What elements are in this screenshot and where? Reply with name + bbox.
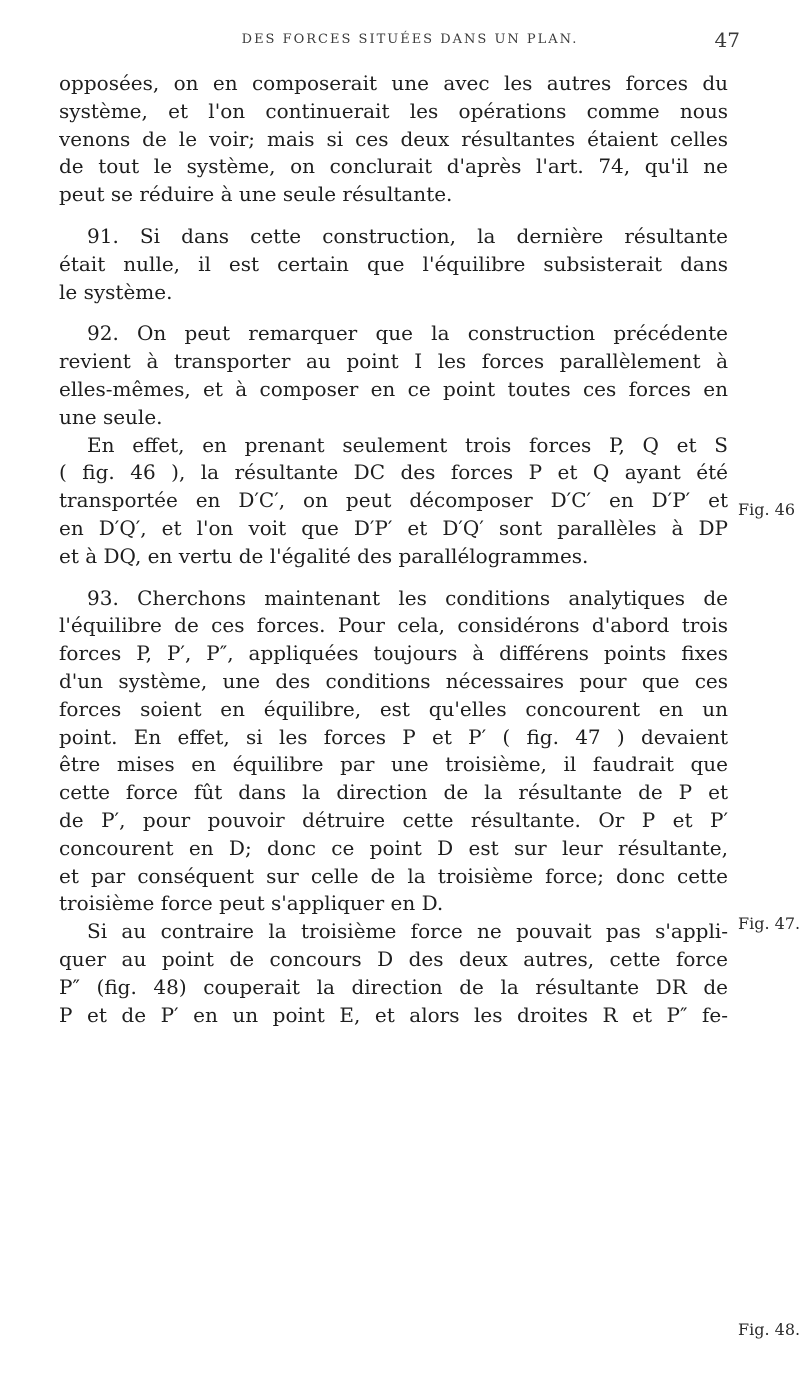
article-93-line: 93. Cherchons maintenant les conditions analytiques de [87, 585, 728, 610]
text-line: système, et l'on continuerait les opérations comme nous [59, 98, 728, 123]
text-line: ( fig. 46 ), la résultante DC des forces P et Q ayant été [59, 460, 728, 485]
text-line: Si au contraire la troisième force ne pouvait pas s'appli- [87, 919, 728, 944]
text-line: le système. [59, 279, 173, 304]
text-line: elles-mêmes, et à composer en ce point toutes ces forces en [59, 376, 728, 401]
text-line: être mises en équilibre par une troisième, il faudrait que [59, 752, 728, 777]
text-line: forces soient en équilibre, est qu'elles concourent en un [59, 696, 728, 721]
text-line: point. En effet, si les forces P et P′ ( fig. 47 ) devaient [59, 724, 728, 749]
text-line: forces P, P′, P″, appliquées toujours à différens points fixes [59, 641, 728, 666]
text-line: cette force fût dans la direction de la résultante de P et [59, 780, 728, 805]
text-line: en D′Q′, et l'on voit que D′P′ et D′Q′ sont parallèles à DP [59, 515, 728, 540]
text-line: de tout le système, on conclurait d'après l'art. 74, qu'il ne [59, 154, 728, 179]
text-line: concourent en D; donc ce point D est sur leur résultante, [59, 835, 728, 860]
text-line: transportée en D′C′, on peut décomposer D′C′ en D′P′ et [59, 488, 728, 513]
text-line: et par conséquent sur celle de la troisième force; donc cette [59, 863, 728, 888]
text-line: En effet, en prenant seulement trois forces P, Q et S [87, 432, 728, 457]
text-line: était nulle, il est certain que l'équilibre subsisterait dans [59, 251, 728, 276]
page-number: 47 [714, 28, 740, 52]
margin-note-fig-47: Fig. 47. [738, 914, 800, 933]
article-91-line: 91. Si dans cette construction, la dernière résultante [87, 223, 728, 248]
margin-note-fig-46: Fig. 46 [738, 500, 795, 519]
text-line: peut se réduire à une seule résultante. [59, 182, 453, 207]
text-line: l'équilibre de ces forces. Pour cela, considérons d'abord trois [59, 613, 728, 638]
text-line: venons de le voir; mais si ces deux résultantes étaient celles [59, 126, 728, 151]
text-line: une seule. [59, 404, 163, 429]
text-line: de P′, pour pouvoir détruire cette résultante. Or P et P′ [59, 807, 728, 832]
text-line: revient à transporter au point I les forces parallèlement à [59, 349, 728, 374]
text-line: troisième force peut s'appliquer en D. [59, 891, 444, 916]
article-92-line: 92. On peut remarquer que la construction précédente [87, 321, 728, 346]
text-line: et à DQ, en vertu de l'égalité des parallélogrammes. [59, 543, 589, 568]
text-line: opposées, on en composerait une avec les autres forces du [59, 71, 728, 95]
margin-note-fig-48: Fig. 48. [738, 1320, 800, 1339]
text-line: P″ (fig. 48) couperait la direction de la résultante DR de [59, 974, 728, 999]
text-line: P et de P′ en un point E, et alors les droites R et P″ fe- [59, 1002, 728, 1027]
page-header [80, 28, 740, 68]
running-title: DES FORCES SITUÉES DANS UN PLAN. [241, 32, 579, 47]
text-line: d'un système, une des conditions nécessaires pour que ces [59, 668, 728, 693]
body-text [59, 70, 728, 1029]
text-line: quer au point de concours D des deux autres, cette force [59, 946, 728, 971]
